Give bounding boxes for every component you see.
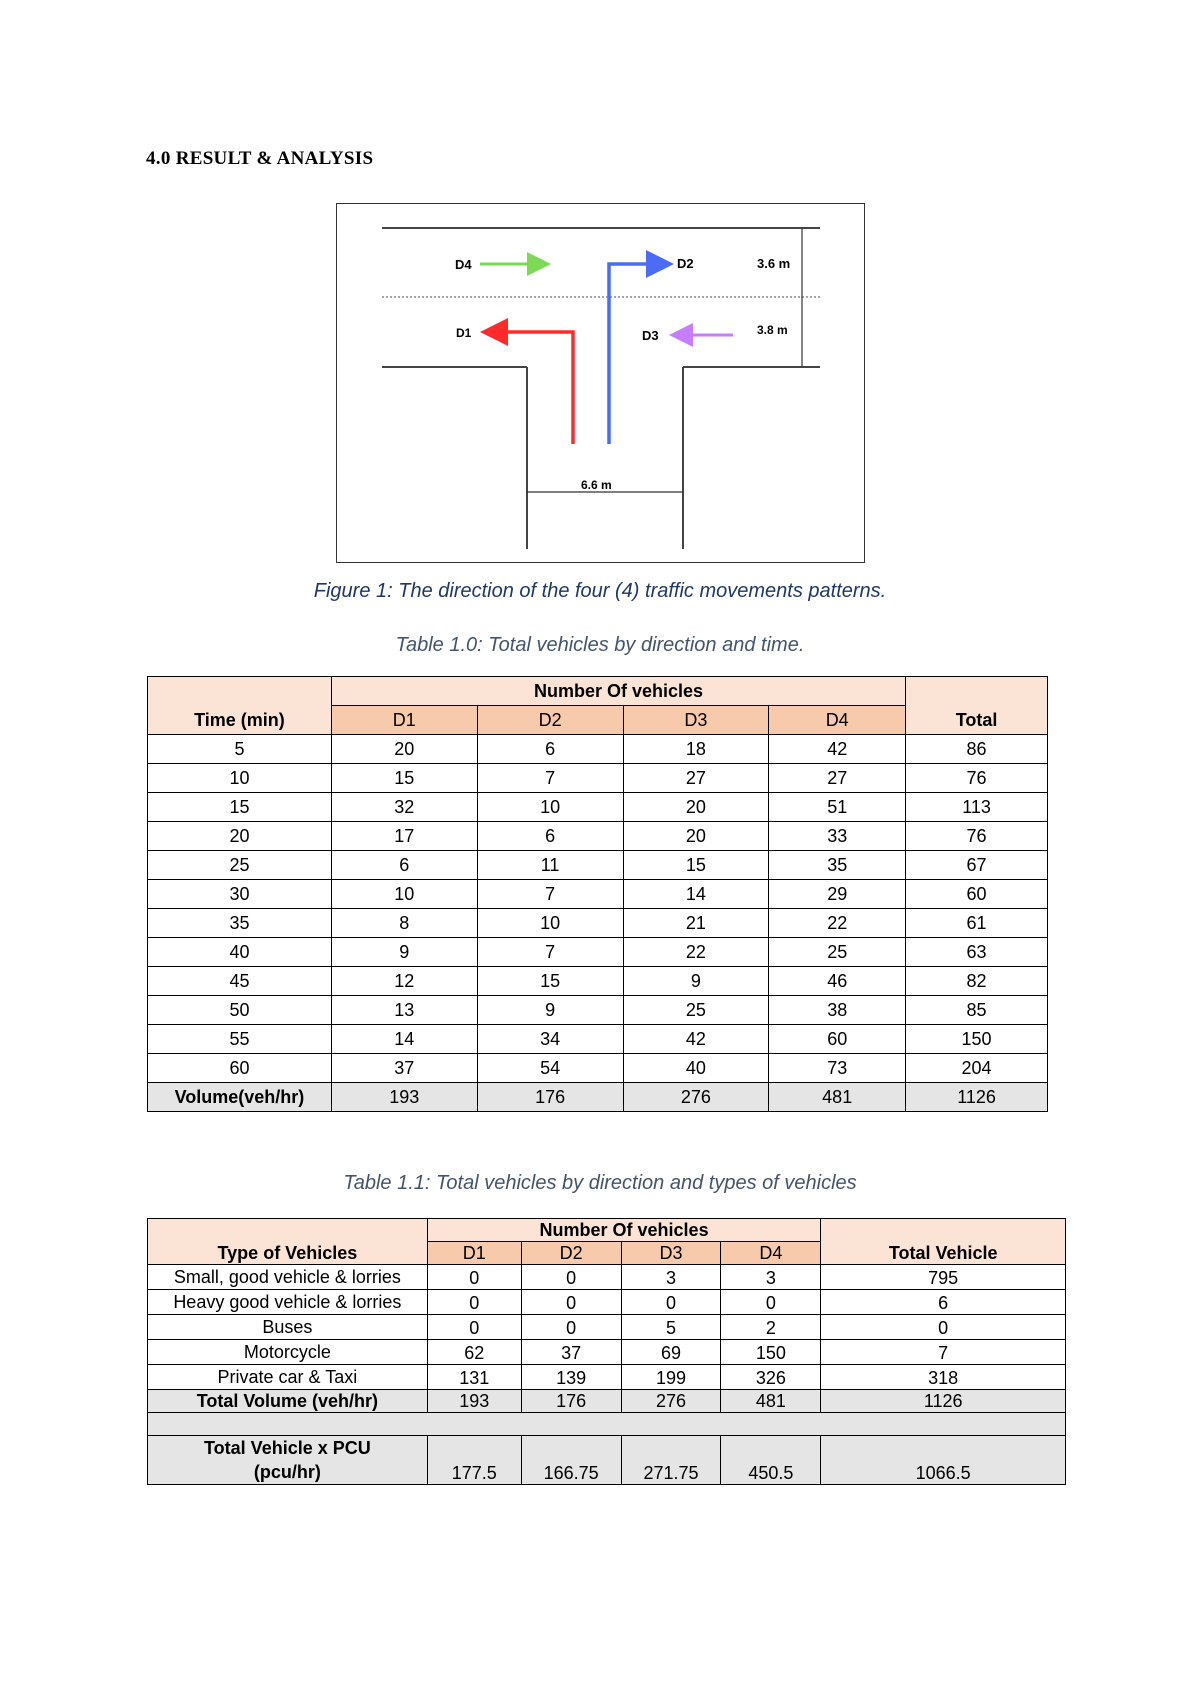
table-cell: 10 xyxy=(477,793,623,822)
table-cell: 276 xyxy=(621,1390,721,1413)
table-cell: 318 xyxy=(821,1365,1066,1390)
table-cell: 0 xyxy=(521,1265,621,1290)
width-label-3-8: 3.8 m xyxy=(757,323,788,337)
table-cell: 0 xyxy=(521,1290,621,1315)
table-cell: 113 xyxy=(906,793,1048,822)
dir-header: D4 xyxy=(769,706,906,735)
table-cell: 0 xyxy=(521,1315,621,1340)
table-cell: 38 xyxy=(769,996,906,1025)
table-cell: 176 xyxy=(477,1083,623,1112)
table-cell: 795 xyxy=(821,1265,1066,1290)
table-cell: Private car & Taxi xyxy=(148,1365,428,1390)
table-row xyxy=(148,1265,1066,1290)
table-cell: 176 xyxy=(521,1390,621,1413)
table-cell: 51 xyxy=(769,793,906,822)
table-cell: 34 xyxy=(477,1025,623,1054)
total-header: Total xyxy=(906,677,1048,735)
table-cell: 25 xyxy=(623,996,769,1025)
table-cell: 22 xyxy=(623,938,769,967)
d4-label: D4 xyxy=(455,257,472,272)
volume-row xyxy=(148,1083,1048,1112)
table-cell: 131 xyxy=(427,1365,521,1390)
table-cell: 18 xyxy=(623,735,769,764)
table-cell: 55 xyxy=(148,1025,332,1054)
vehicles-by-type-table xyxy=(147,1218,1066,1485)
table-cell: 73 xyxy=(769,1054,906,1083)
table-cell: 0 xyxy=(427,1315,521,1340)
table-cell: 12 xyxy=(331,967,477,996)
spacer-row xyxy=(148,1413,1066,1436)
table-cell: 60 xyxy=(148,1054,332,1083)
table-cell: 276 xyxy=(623,1083,769,1112)
table-cell: 11 xyxy=(477,851,623,880)
table-cell: 22 xyxy=(769,909,906,938)
table-row xyxy=(148,967,1048,996)
table2-body xyxy=(148,1265,1066,1390)
table-cell: 30 xyxy=(148,880,332,909)
table-cell: 69 xyxy=(621,1340,721,1365)
intersection-diagram xyxy=(337,204,863,561)
table-row xyxy=(148,764,1048,793)
table-cell: 10 xyxy=(148,764,332,793)
table-cell: 13 xyxy=(331,996,477,1025)
d3-label: D3 xyxy=(642,328,659,343)
table-cell: 3 xyxy=(721,1265,821,1290)
table-cell: 82 xyxy=(906,967,1048,996)
table-cell: 15 xyxy=(623,851,769,880)
type-header: Type of Vehicles xyxy=(148,1219,428,1265)
table-cell: 8 xyxy=(331,909,477,938)
table-cell: 166.75 xyxy=(521,1436,621,1485)
table-cell: 46 xyxy=(769,967,906,996)
dir-header: D2 xyxy=(521,1242,621,1265)
table-row xyxy=(148,1290,1066,1315)
table-cell: 7 xyxy=(821,1340,1066,1365)
table-row xyxy=(148,909,1048,938)
table-cell: 20 xyxy=(623,822,769,851)
table-cell: 150 xyxy=(721,1340,821,1365)
table-cell: 20 xyxy=(331,735,477,764)
table-cell: 20 xyxy=(623,793,769,822)
table-cell: 150 xyxy=(906,1025,1048,1054)
table-row xyxy=(148,735,1048,764)
table-cell: 193 xyxy=(427,1390,521,1413)
table-row xyxy=(148,1365,1066,1390)
table-cell: 62 xyxy=(427,1340,521,1365)
number-of-vehicles-header: Number Of vehicles xyxy=(427,1219,821,1242)
dir-header: D4 xyxy=(721,1242,821,1265)
table-cell: 14 xyxy=(623,880,769,909)
width-label-6-6: 6.6 m xyxy=(581,478,612,492)
table-cell: Small, good vehicle & lorries xyxy=(148,1265,428,1290)
table-row xyxy=(148,880,1048,909)
table-cell: 60 xyxy=(769,1025,906,1054)
table-cell: 42 xyxy=(769,735,906,764)
table-row xyxy=(148,1054,1048,1083)
table-cell: 0 xyxy=(821,1315,1066,1340)
table-cell: 54 xyxy=(477,1054,623,1083)
table-cell: 25 xyxy=(769,938,906,967)
table-cell: 3 xyxy=(621,1265,721,1290)
table-cell: 35 xyxy=(148,909,332,938)
table-cell: 25 xyxy=(148,851,332,880)
table-cell: 5 xyxy=(148,735,332,764)
table-cell: 204 xyxy=(906,1054,1048,1083)
dir-header: D3 xyxy=(623,706,769,735)
d1-label: D1 xyxy=(456,326,472,340)
dir-header: D3 xyxy=(621,1242,721,1265)
table-cell: 0 xyxy=(621,1290,721,1315)
table-row xyxy=(148,1340,1066,1365)
table-cell: 7 xyxy=(477,764,623,793)
table-cell: 14 xyxy=(331,1025,477,1054)
table-cell: 67 xyxy=(906,851,1048,880)
table-cell: Buses xyxy=(148,1315,428,1340)
table-cell: 5 xyxy=(621,1315,721,1340)
table-cell: 6 xyxy=(821,1290,1066,1315)
table-cell: 17 xyxy=(331,822,477,851)
time-header: Time (min) xyxy=(148,677,332,735)
table-cell: 37 xyxy=(331,1054,477,1083)
table-cell: 63 xyxy=(906,938,1048,967)
width-label-3-6: 3.6 m xyxy=(757,256,791,271)
table-cell: 1126 xyxy=(821,1390,1066,1413)
table-cell: Motorcycle xyxy=(148,1340,428,1365)
table-cell: 15 xyxy=(477,967,623,996)
table2-caption: Table 1.1: Total vehicles by direction and types of vehicles xyxy=(343,1172,857,1194)
table-cell: 9 xyxy=(331,938,477,967)
table-row xyxy=(148,793,1048,822)
table-cell: 139 xyxy=(521,1365,621,1390)
pcu-row xyxy=(148,1436,1066,1485)
table-cell: 193 xyxy=(331,1083,477,1112)
traffic-movement-figure xyxy=(336,203,865,563)
table-cell: 10 xyxy=(477,909,623,938)
table-cell: 6 xyxy=(331,851,477,880)
table-cell: 199 xyxy=(621,1365,721,1390)
table-cell: 40 xyxy=(148,938,332,967)
table-cell: 271.75 xyxy=(621,1436,721,1485)
table-cell: 86 xyxy=(906,735,1048,764)
table-cell: 40 xyxy=(623,1054,769,1083)
d2-label: D2 xyxy=(677,256,694,271)
table-cell: 2 xyxy=(721,1315,821,1340)
table-cell: 35 xyxy=(769,851,906,880)
table-cell: 37 xyxy=(521,1340,621,1365)
table-cell: 0 xyxy=(721,1290,821,1315)
table-cell: 85 xyxy=(906,996,1048,1025)
table-cell: 7 xyxy=(477,938,623,967)
vehicles-by-time-table xyxy=(147,676,1048,1112)
table-cell: 450.5 xyxy=(721,1436,821,1485)
table-cell: 481 xyxy=(721,1390,821,1413)
table-cell: 1066.5 xyxy=(821,1436,1066,1485)
total-volume-row xyxy=(148,1390,1066,1413)
section-heading: 4.0 RESULT & ANALYSIS xyxy=(146,148,374,169)
pcu-label: Total Vehicle x PCU (pcu/hr) xyxy=(148,1436,428,1485)
table-cell: 7 xyxy=(477,880,623,909)
table-row xyxy=(148,851,1048,880)
table-cell: 27 xyxy=(769,764,906,793)
volume-label: Volume(veh/hr) xyxy=(148,1083,332,1112)
table-row xyxy=(148,938,1048,967)
table-cell: 45 xyxy=(148,967,332,996)
dir-header: D2 xyxy=(477,706,623,735)
table1-body xyxy=(148,735,1048,1083)
table-cell: 20 xyxy=(148,822,332,851)
table-cell: 326 xyxy=(721,1365,821,1390)
table-cell: 177.5 xyxy=(427,1436,521,1485)
table-cell: 21 xyxy=(623,909,769,938)
table-cell: 15 xyxy=(331,764,477,793)
total-volume-label: Total Volume (veh/hr) xyxy=(148,1390,428,1413)
table-cell: 15 xyxy=(148,793,332,822)
table-cell: 481 xyxy=(769,1083,906,1112)
table-row xyxy=(148,822,1048,851)
dir-header: D1 xyxy=(331,706,477,735)
table-cell: 76 xyxy=(906,764,1048,793)
table-cell: 29 xyxy=(769,880,906,909)
table-row xyxy=(148,1025,1048,1054)
table-cell: 9 xyxy=(477,996,623,1025)
table-cell: 32 xyxy=(331,793,477,822)
table-cell: 0 xyxy=(427,1265,521,1290)
figure-caption: Figure 1: The direction of the four (4) traffic movements patterns. xyxy=(313,580,887,602)
table-row xyxy=(148,996,1048,1025)
table-cell: 0 xyxy=(427,1290,521,1315)
number-of-vehicles-header: Number Of vehicles xyxy=(331,677,905,706)
table-cell: Heavy good vehicle & lorries xyxy=(148,1290,428,1315)
table-cell: 76 xyxy=(906,822,1048,851)
table-cell: 1126 xyxy=(906,1083,1048,1112)
table-cell: 42 xyxy=(623,1025,769,1054)
total-vehicle-header: Total Vehicle xyxy=(821,1219,1066,1265)
dir-header: D1 xyxy=(427,1242,521,1265)
d1-arrow xyxy=(487,332,573,444)
table-cell: 61 xyxy=(906,909,1048,938)
table-cell: 60 xyxy=(906,880,1048,909)
table-cell: 27 xyxy=(623,764,769,793)
table-cell: 33 xyxy=(769,822,906,851)
table-cell: 9 xyxy=(623,967,769,996)
table-cell: 10 xyxy=(331,880,477,909)
table-cell: 50 xyxy=(148,996,332,1025)
table-cell: 6 xyxy=(477,735,623,764)
table1-caption: Table 1.0: Total vehicles by direction and time. xyxy=(395,634,805,656)
table-row xyxy=(148,1315,1066,1340)
table-cell: 6 xyxy=(477,822,623,851)
d2-arrow xyxy=(609,264,667,444)
spacer-cell xyxy=(148,1413,1066,1436)
